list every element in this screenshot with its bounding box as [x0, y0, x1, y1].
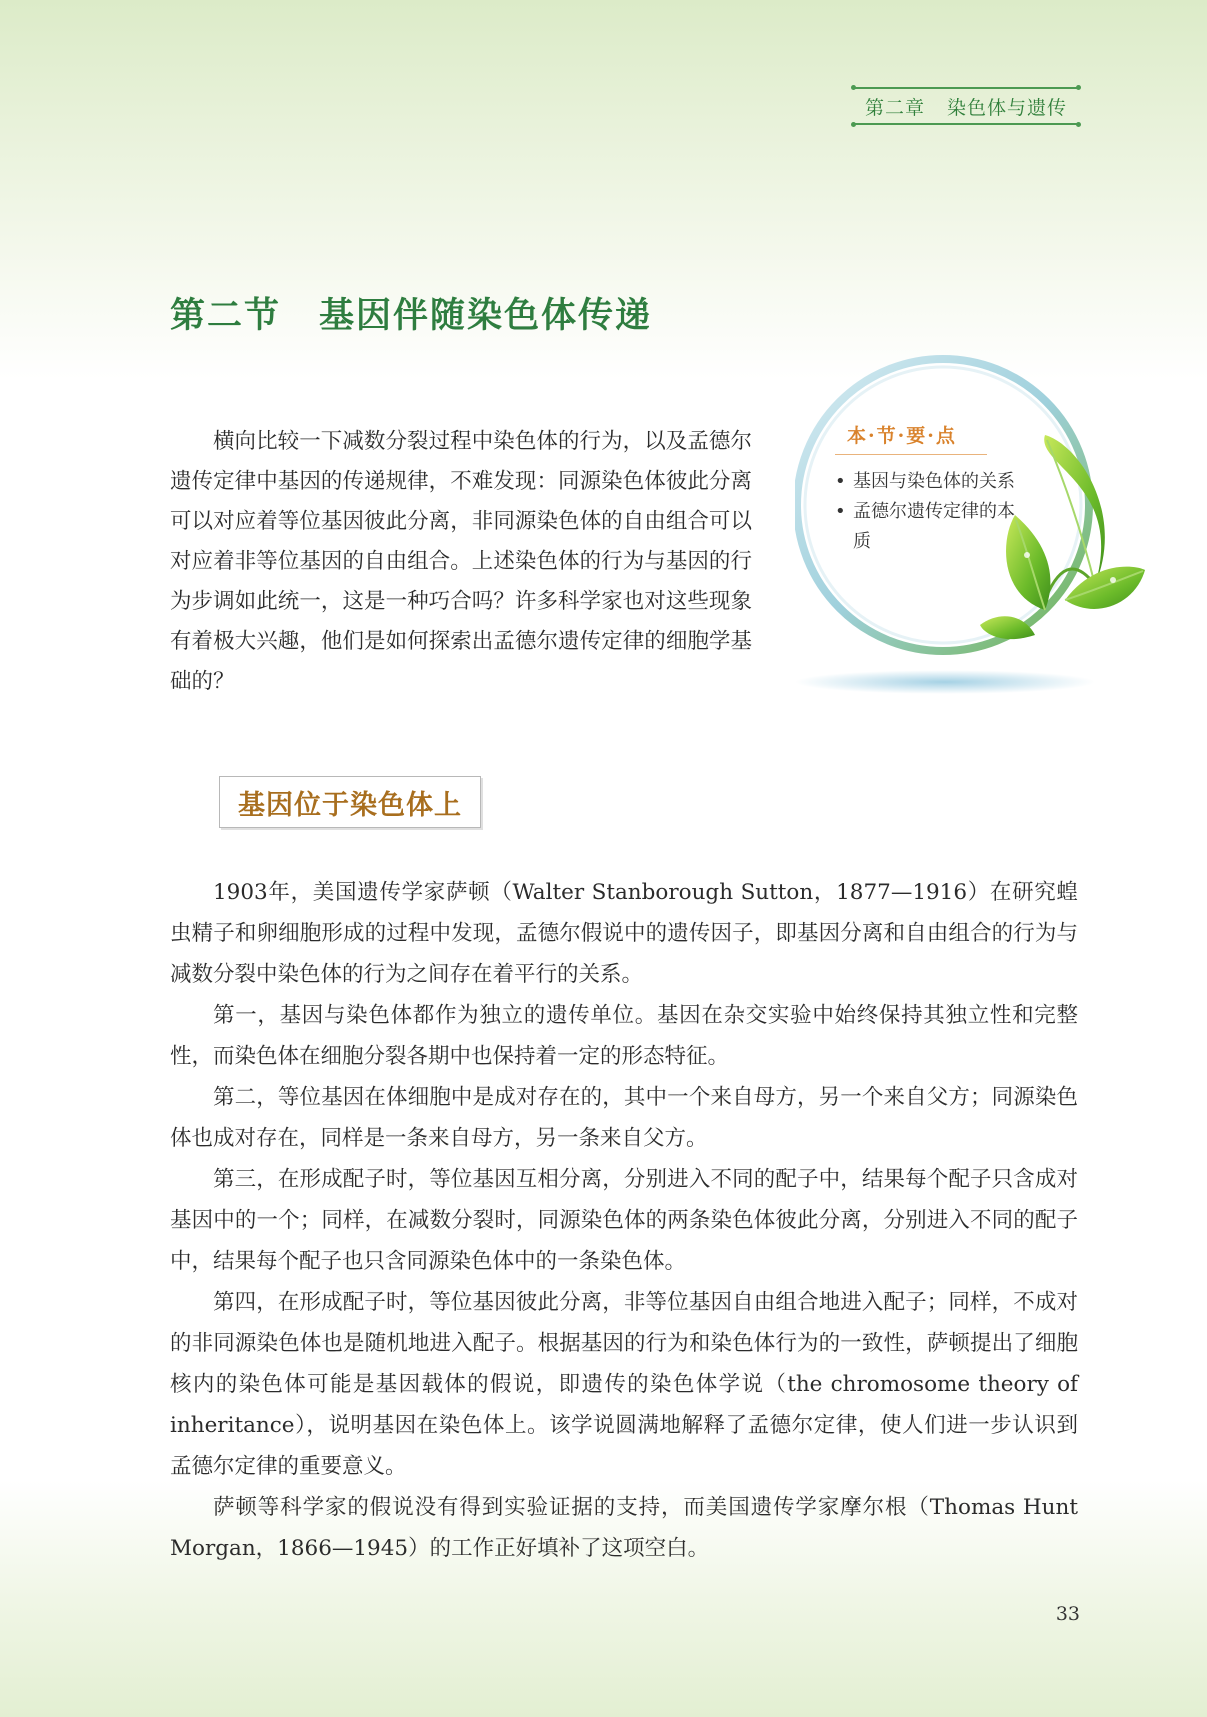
key-points-content: [835, 421, 1025, 557]
body-paragraph: 1903年，美国遗传学家萨顿（Walter Stanborough Sutton，1877—1916）在研究蝗虫精子和卵细胞形成的过程中发现，孟德尔假说中的遗传因子，即基因分离和自由组合的行为与减数分裂中染色体的行为之间存在着平行的关系。: [170, 880, 1078, 987]
section-number: 第二节: [170, 295, 282, 336]
page-number: 33: [1055, 1603, 1080, 1625]
key-point-item: • 孟德尔遗传定律的本质: [835, 497, 1025, 557]
body-paragraph: 第二，等位基因在体细胞中是成对存在的，其中一个来自母方，另一个来自父方；同源染色体也成对存在，同样是一条来自母方，另一条来自父方。: [170, 1085, 1078, 1151]
chapter-title: 染色体与遗传: [947, 96, 1068, 119]
body-paragraph: 萨顿等科学家的假说没有得到实验证据的支持，而美国遗传学家摩尔根（Thomas Hunt Morgan，1866—1945）的工作正好填补了这项空白。: [170, 1495, 1078, 1561]
key-points-badge: [795, 345, 1145, 705]
section-title: [170, 288, 652, 338]
intro-paragraph: 横向比较一下减数分裂过程中染色体的行为，以及孟德尔遗传定律中基因的传递规律，不难发现：同源染色体彼此分离可以对应着等位基因彼此分离，非同源染色体的自由组合可以对应着非等位基因的自由组合。上述染色体的行为与基因的行为步调如此统一，这是一种巧合吗？许多科学家也对这些现象有着极大兴趣，他们是如何探索出孟德尔遗传定律的细胞学基础的？: [170, 429, 752, 694]
chapter-number: 第二章: [864, 96, 925, 119]
body-paragraph: 第四，在形成配子时，等位基因彼此分离，非等位基因自由组合地进入配子；同样，不成对的非同源染色体也是随机地进入配子。根据基因的行为和染色体行为的一致性，萨顿提出了细胞核内的染色体可能是基因载体的假说，即遗传的染色体学说（the chromosome theory of inheritance），说明基因在染色体上。该学说圆满地解释了孟德尔定律，使人们进一步认识到孟德尔定律的重要意义。: [170, 1290, 1078, 1479]
subsection-heading: 基因位于染色体上: [219, 776, 481, 828]
body-text: [170, 872, 1078, 1569]
key-point-item: • 基因与染色体的关系: [835, 467, 1025, 497]
body-paragraph: 第三，在形成配子时，等位基因互相分离，分别进入不同的配子中，结果每个配子只含成对基因中的一个；同样，在减数分裂时，同源染色体的两条染色体彼此分离，分别进入不同的配子中，结果每个配子也只含同源染色体中的一条染色体。: [170, 1167, 1078, 1274]
body-paragraph: 第一，基因与染色体都作为独立的遗传单位。基因在杂交实验中始终保持其独立性和完整性，而染色体在细胞分裂各期中也保持着一定的形态特征。: [170, 1003, 1078, 1069]
key-points-list: [835, 467, 1025, 557]
chapter-header: [853, 87, 1079, 125]
key-points-title: 本·节·要·点: [835, 421, 987, 455]
section-name: 基因伴随染色体传递: [319, 295, 653, 336]
